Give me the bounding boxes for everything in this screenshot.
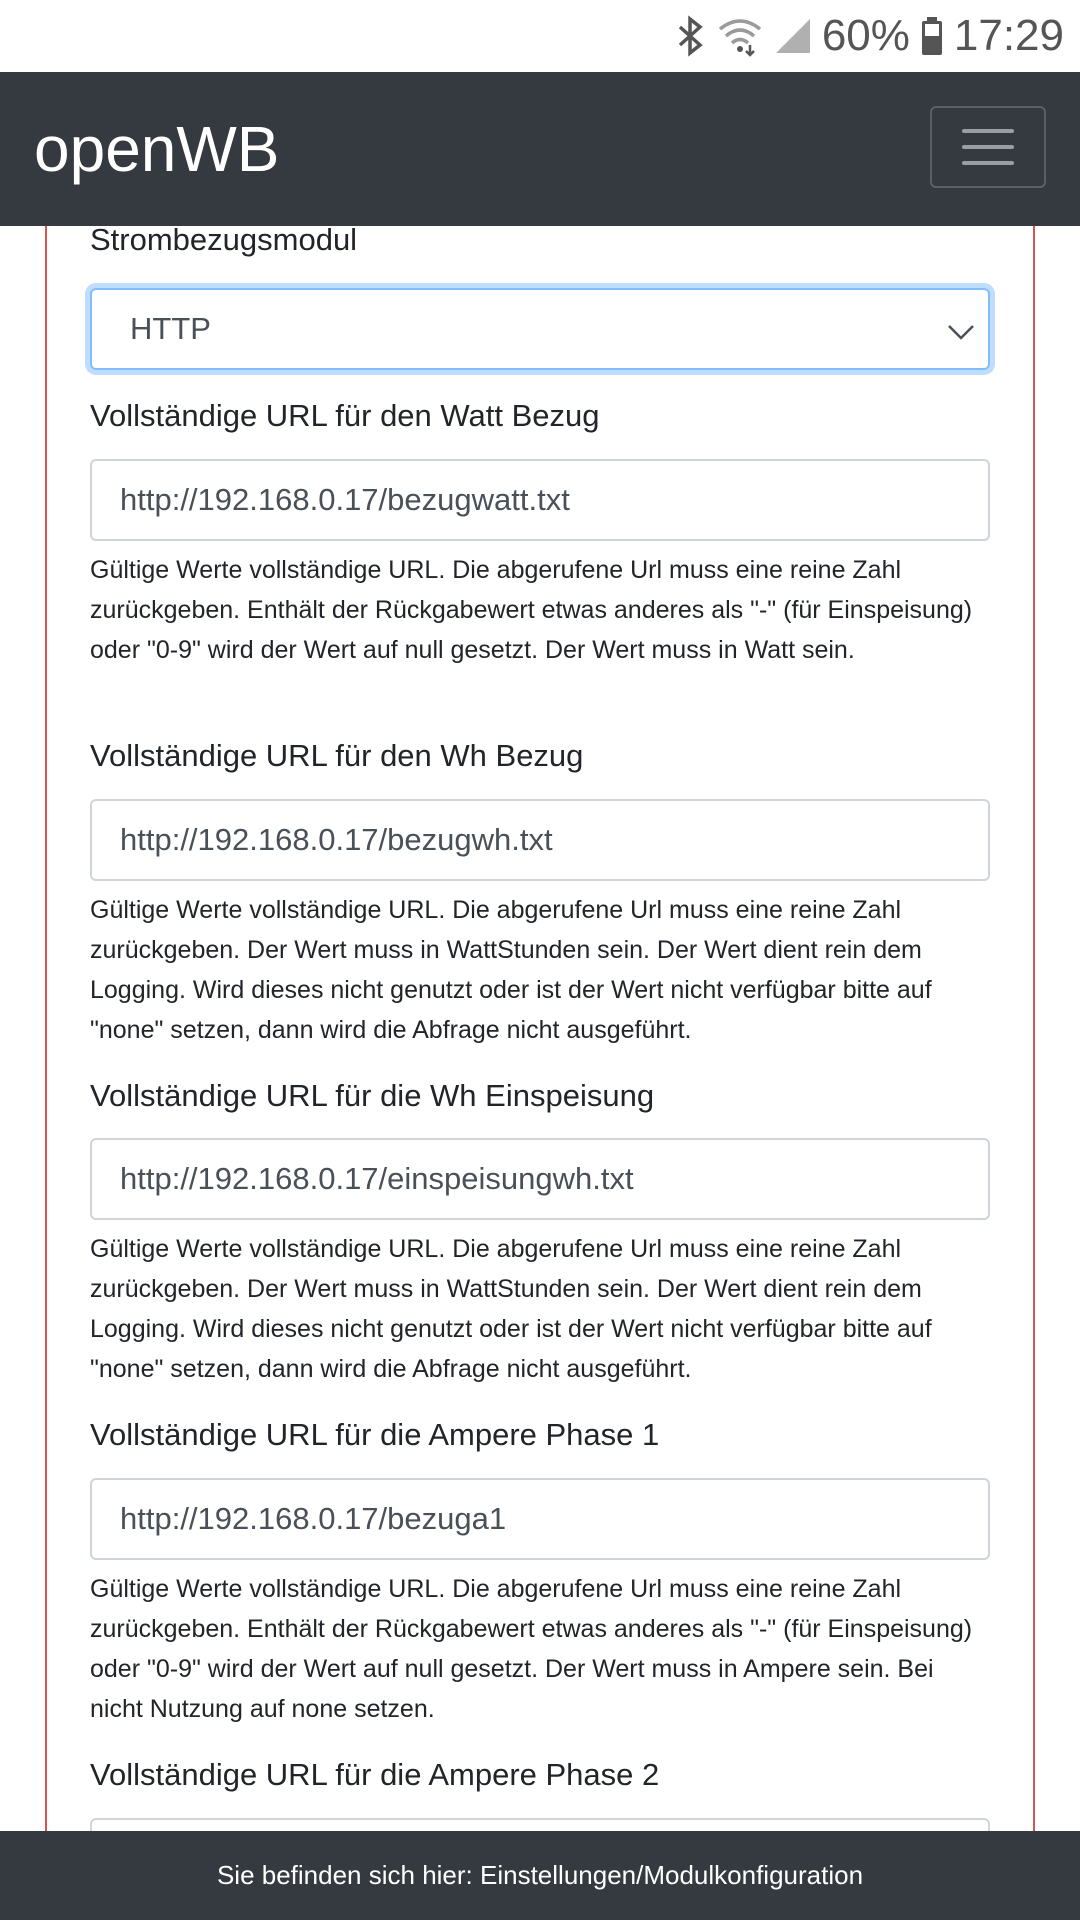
battery-percent: 60% <box>821 11 910 60</box>
module-select-value: HTTP <box>130 311 211 346</box>
wh-einspeisung-label: Vollständige URL für die Wh Einspeisung <box>90 1078 655 1113</box>
breadcrumb-text: Sie befinden sich hier: Einstellungen/Modulkonfiguration <box>216 1860 864 1890</box>
wh-bezug-help: Gültige Werte vollständige URL. Die abgerufene Url muss eine reine Zahl zurückgeben. Der Wert muss in WattStunden sein. Der Wert dient rein dem Logging. Wird dieses nicht genutzt oder ist der Wert nicht verfügbar bitte auf "none" setzen, dann wird die Abfrage nicht ausgeführt. <box>90 896 932 1044</box>
wh-bezug-label: Vollständige URL für den Wh Bezug <box>90 738 584 773</box>
signal-icon <box>774 15 812 57</box>
ampere-phase2-url-input[interactable] <box>90 1818 990 1831</box>
ampere-phase2-label: Vollständige URL für die Ampere Phase 2 <box>90 1757 660 1792</box>
bluetooth-icon <box>676 15 706 57</box>
breadcrumb-footer <box>0 1831 1080 1920</box>
brand-logo-text[interactable]: openWB <box>34 113 280 185</box>
wh-bezug-url-input[interactable]: http://192.168.0.17/bezugwh.txt <box>90 799 990 881</box>
watt-bezug-url-input[interactable]: http://192.168.0.17/bezugwatt.txt <box>90 459 990 541</box>
ampere-phase1-url-input[interactable]: http://192.168.0.17/bezuga1 <box>90 1478 990 1560</box>
chevron-down-icon <box>946 316 976 354</box>
menu-bar <box>962 161 1014 165</box>
watt-bezug-label: Vollständige URL für den Watt Bezug <box>90 398 600 433</box>
wh-einspeisung-help: Gültige Werte vollständige URL. Die abgerufene Url muss eine reine Zahl zurückgeben. Der Wert muss in WattStunden sein. Der Wert dient rein dem Logging. Wird dieses nicht genutzt oder ist der Wert nicht verfügbar bitte auf "none" setzen, dann wird die Abfrage nicht ausgeführt. <box>90 1235 932 1383</box>
module-select-label: Strombezugsmodul <box>90 226 358 257</box>
battery-icon <box>920 15 944 57</box>
android-status-bar <box>0 0 1080 72</box>
ampere-phase1-help: Gültige Werte vollständige URL. Die abgerufene Url muss eine reine Zahl zurückgeben. Enthält der Rückgabewert etwas anderes als "-" (für Einspeisung) oder "0-9" wird der Wert auf null gesetzt. Der Wert muss in Ampere sein. Bei nicht Nutzung auf none setzen. <box>90 1575 973 1723</box>
module-select[interactable] <box>90 288 990 370</box>
watt-bezug-help: Gültige Werte vollständige URL. Die abgerufene Url muss eine reine Zahl zurückgeben. Enthält der Rückgabewert etwas anderes als "-" (für Einspeisung) oder "0-9" wird der Wert auf null gesetzt. Der Wert muss in Watt sein. <box>90 556 973 664</box>
clock: 17:29 <box>953 11 1064 60</box>
wifi-icon <box>716 15 764 57</box>
wh-einspeisung-url-input[interactable]: http://192.168.0.17/einspeisungwh.txt <box>90 1138 990 1220</box>
menu-bar <box>962 129 1014 133</box>
top-navbar <box>0 72 1080 226</box>
hamburger-menu-icon[interactable] <box>930 106 1046 188</box>
menu-bar <box>962 145 1014 149</box>
ampere-phase1-label: Vollständige URL für die Ampere Phase 1 <box>90 1417 660 1452</box>
scroll-content[interactable] <box>0 226 1080 1831</box>
